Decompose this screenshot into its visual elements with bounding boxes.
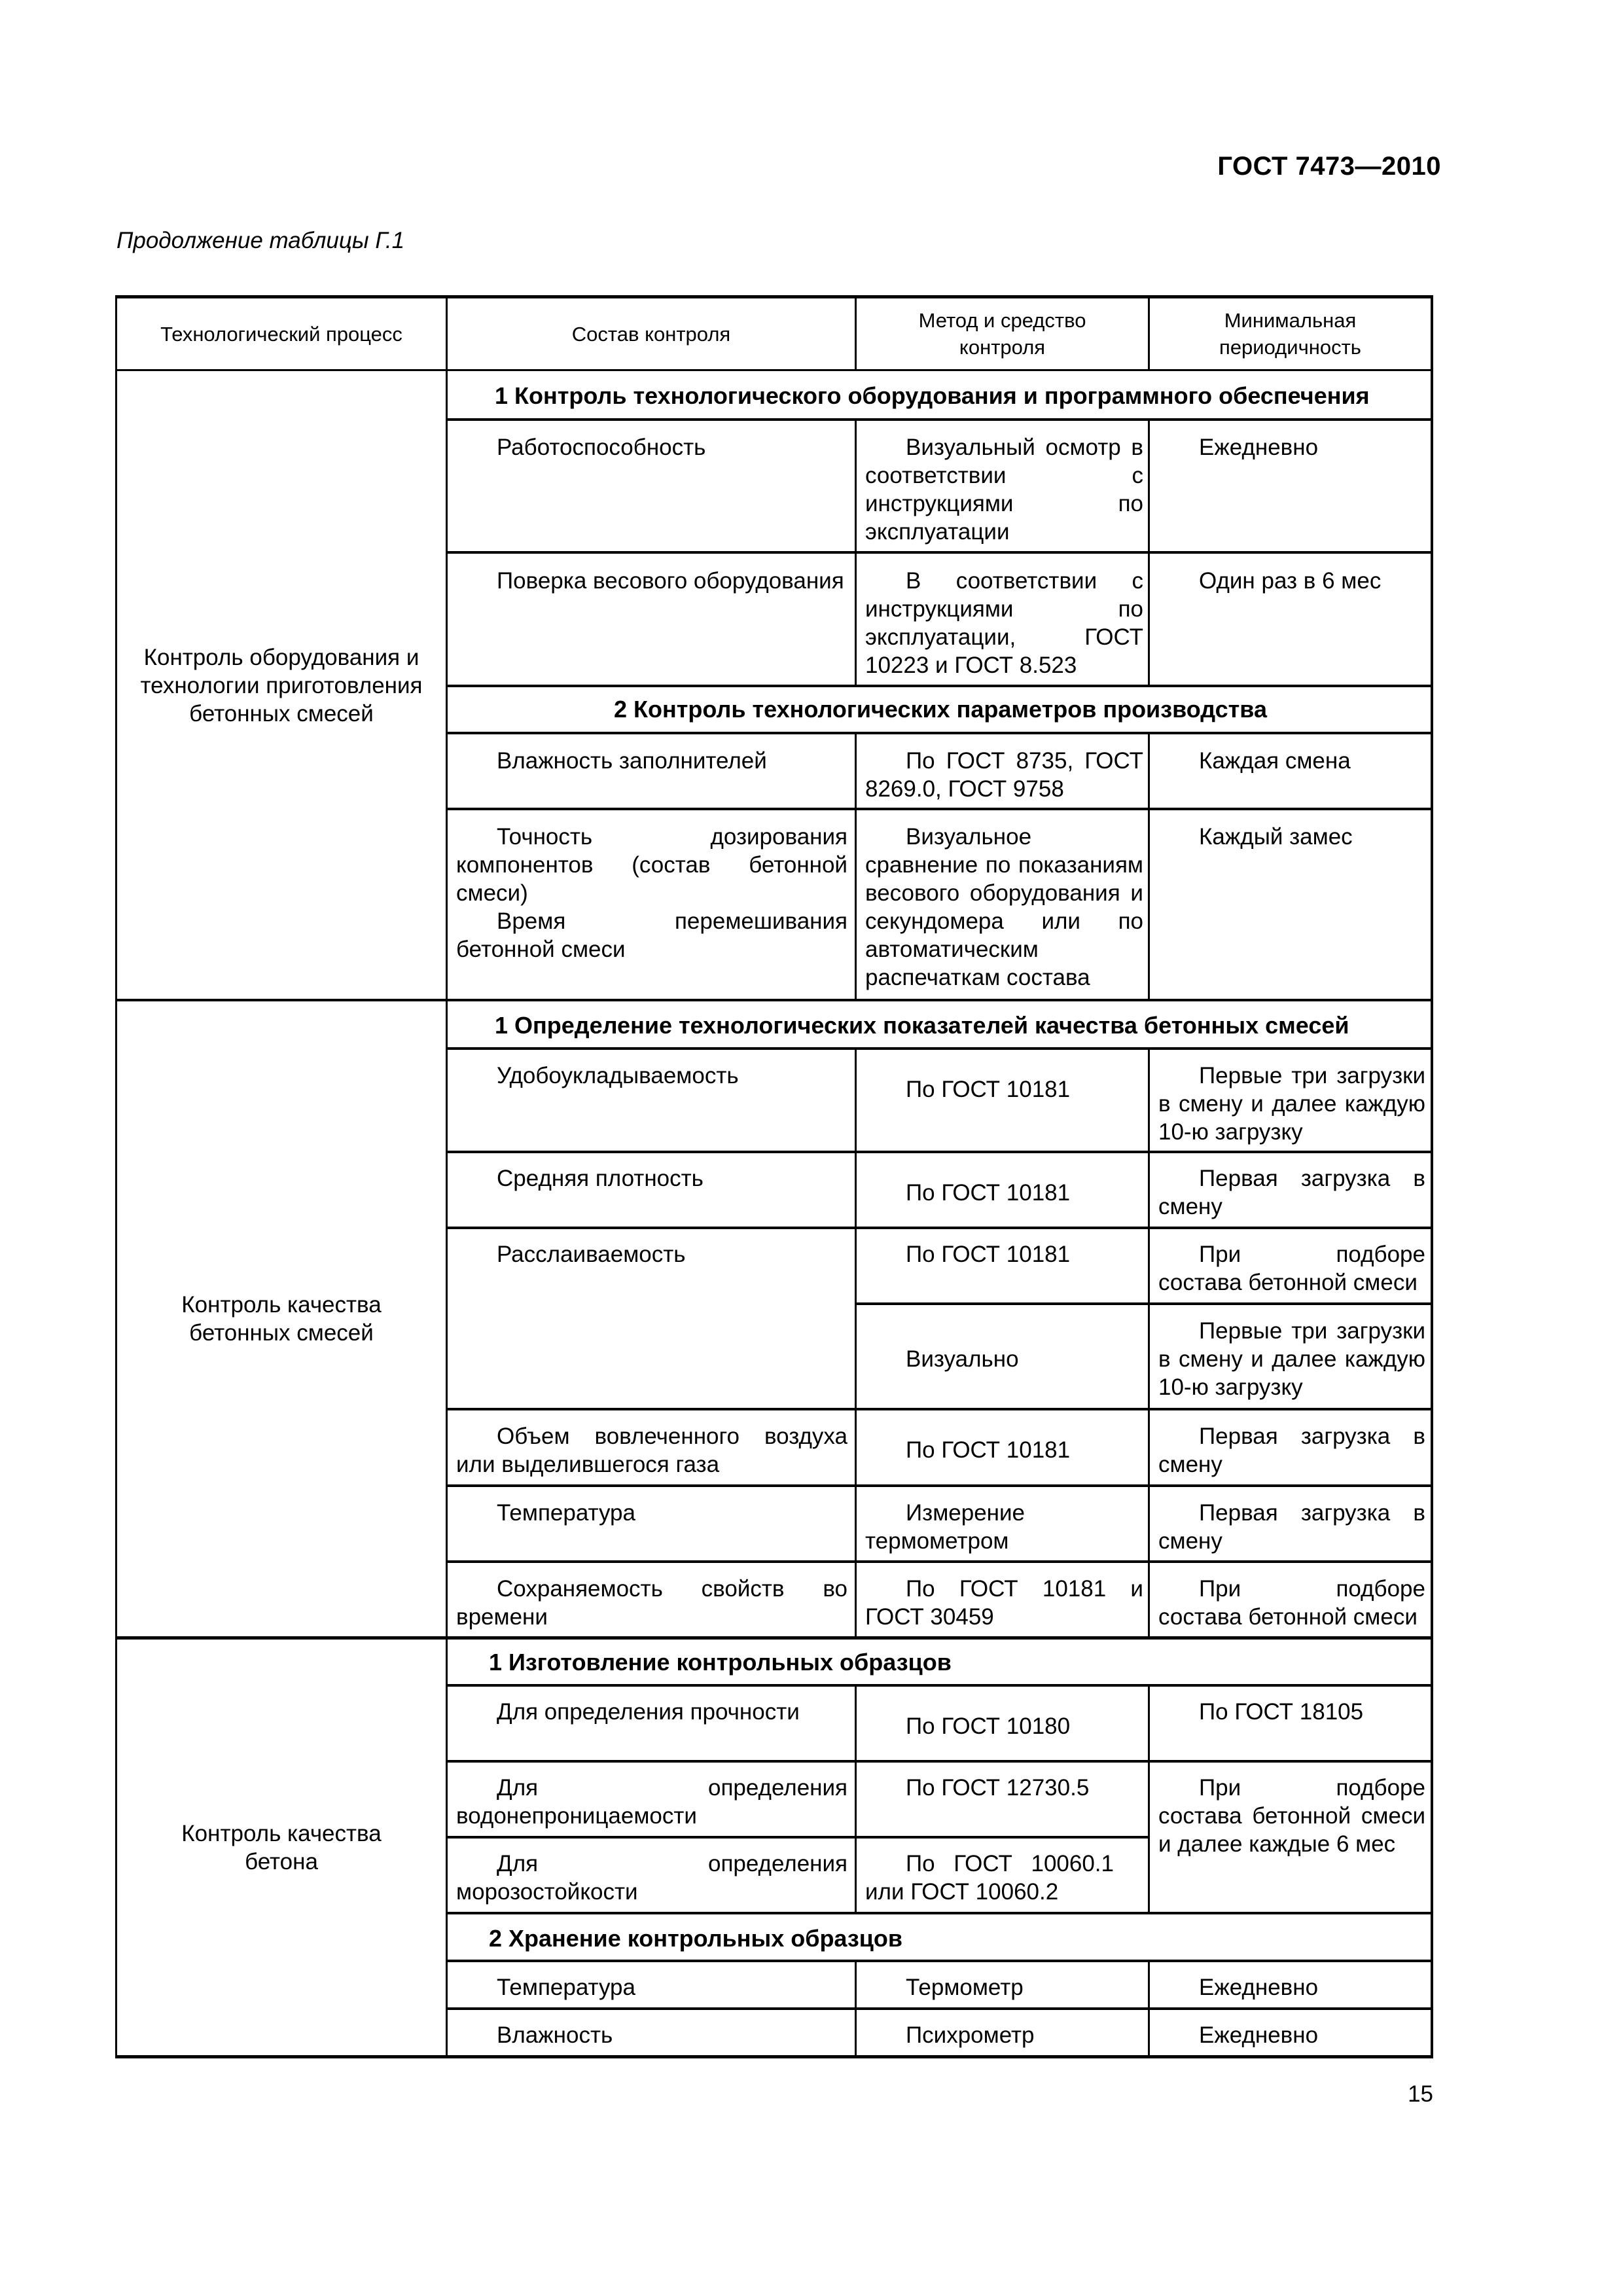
control-item: Для определения прочности xyxy=(497,1699,800,1725)
control-frequency: Каждый замес xyxy=(1199,824,1353,850)
control-frequency: Первая загрузка в смену xyxy=(1158,1500,1425,1554)
section-title: 1 Определение технологических показателей качества бетонных смесей xyxy=(495,1012,1349,1039)
header-composition: Состав контроля xyxy=(571,322,731,346)
control-method: По ГОСТ 10181 и ГОСТ 30459 xyxy=(865,1576,1143,1630)
control-method: В соответствии с инструкциями по эксплуатации, ГОСТ 10223 и ГОСТ 8.523 xyxy=(865,568,1143,678)
control-item-block xyxy=(456,823,847,963)
control-item: Расслаиваемость xyxy=(497,1242,686,1267)
control-item: Средняя плотность xyxy=(497,1166,704,1191)
control-item: Влажность xyxy=(497,2022,613,2048)
control-item: Объем вовлеченного воздуха или выделившегося газа xyxy=(456,1424,847,1477)
col-divider-1 xyxy=(446,295,448,2058)
control-method: По ГОСТ 10181 xyxy=(906,1437,1071,1463)
table-border-bottom xyxy=(115,2055,1433,2058)
section-title: 2 Контроль технологических параметров производства xyxy=(614,696,1267,723)
row-divider xyxy=(446,2007,1433,2010)
col-divider-2 xyxy=(855,1049,857,1638)
control-frequency: Ежедневно xyxy=(1199,2022,1319,2048)
control-item: Температура xyxy=(497,1500,635,1526)
control-frequency: При подборе состава бетонной смеси xyxy=(1158,1242,1425,1295)
control-method: По ГОСТ 10181 xyxy=(906,1180,1071,1206)
row-divider xyxy=(446,1047,1433,1050)
row-divider xyxy=(446,418,1433,421)
control-frequency: Первая загрузка в смену xyxy=(1158,1424,1425,1477)
row-divider xyxy=(855,1302,1433,1305)
section-title: 1 Контроль технологического оборудования и программного обеспечения xyxy=(495,382,1370,409)
row-divider xyxy=(446,1484,1433,1487)
control-method: По ГОСТ 10060.1 или ГОСТ 10060.2 xyxy=(865,1851,1114,1905)
control-frequency: Первая загрузка в смену xyxy=(1158,1166,1425,1219)
row-divider xyxy=(446,808,1433,810)
header-frequency: Минимальная периодичность xyxy=(1219,309,1361,359)
header-process: Технологический процесс xyxy=(160,322,402,346)
table-caption: Продолжение таблицы Г.1 xyxy=(116,228,405,253)
control-frequency: Ежедневно xyxy=(1199,435,1319,460)
control-method: Термометр xyxy=(906,1975,1024,2000)
col-divider-2 xyxy=(855,733,857,1001)
control-frequency: Первые три загрузки в смену и далее каждую 10-ю загрузку xyxy=(1158,1318,1425,1400)
process-concrete-quality: Контроль качества бетона xyxy=(181,1820,382,1874)
control-frequency: По ГОСТ 18105 xyxy=(1199,1699,1364,1725)
row-divider xyxy=(446,1836,1149,1839)
col-divider-3 xyxy=(1148,1049,1150,1638)
col-divider-3 xyxy=(1148,1685,1150,1914)
control-method: По ГОСТ 12730.5 xyxy=(906,1775,1090,1801)
control-item: Удобоукладываемость xyxy=(497,1063,739,1088)
control-frequency: Ежедневно xyxy=(1199,1975,1319,2000)
control-method: По ГОСТ 10181 xyxy=(906,1242,1071,1267)
control-method: По ГОСТ 10180 xyxy=(906,1713,1071,1739)
control-frequency: Один раз в 6 мес xyxy=(1199,568,1382,594)
control-item: Для определения морозостойкости xyxy=(456,1851,847,1905)
control-item: Для определения водонепроницаемости xyxy=(456,1775,847,1829)
row-divider xyxy=(446,1560,1433,1563)
control-method: Визуально xyxy=(906,1346,1019,1372)
control-method: Психрометр xyxy=(906,2022,1035,2048)
section-title: 1 Изготовление контрольных образцов xyxy=(489,1649,952,1676)
control-frequency: При подборе состава бетонной смеси и далее каждые 6 мес xyxy=(1158,1775,1425,1857)
process-equipment: Контроль оборудования и технологии приготовления бетонных смесей xyxy=(140,644,423,726)
document-code: ГОСТ 7473—2010 xyxy=(1217,152,1441,181)
row-divider xyxy=(446,1760,1433,1763)
control-item: Время перемешивания бетонной смеси xyxy=(456,908,847,962)
control-method: По ГОСТ 8735, ГОСТ 8269.0, ГОСТ 9758 xyxy=(865,748,1143,802)
control-frequency: Первые три загрузки в смену и далее каждую 10-ю загрузку xyxy=(1158,1063,1425,1145)
row-divider xyxy=(446,1151,1433,1153)
control-method: Визуальное сравнение по показаниям весового оборудования и секундомера или по автоматическим распечаткам состава xyxy=(865,824,1143,990)
row-divider xyxy=(446,1408,1433,1410)
table-border-left xyxy=(115,295,117,2058)
process-mix-quality: Контроль качества бетонных смесей xyxy=(181,1292,382,1346)
col-divider-3 xyxy=(1148,733,1150,1001)
control-frequency: Каждая смена xyxy=(1199,748,1351,774)
row-divider xyxy=(446,1227,1433,1229)
row-divider xyxy=(446,1684,1433,1687)
page-number: 15 xyxy=(1408,2081,1433,2107)
row-divider xyxy=(446,1960,1433,1962)
section-title: 2 Хранение контрольных образцов xyxy=(489,1925,903,1952)
control-item: Работоспособность xyxy=(497,435,706,460)
row-divider xyxy=(446,551,1433,554)
control-item: Сохраняемость свойств во времени xyxy=(456,1576,847,1630)
table-border-right xyxy=(1431,295,1433,2058)
control-method: По ГОСТ 10181 xyxy=(906,1077,1071,1102)
control-method: Визуальный осмотр в соответствии с инструкциями по эксплуатации xyxy=(865,435,1143,545)
control-item: Температура xyxy=(497,1975,635,2000)
control-item: Поверка весового оборудования xyxy=(497,568,844,594)
control-frequency: При подборе состава бетонной смеси xyxy=(1158,1576,1425,1630)
row-divider xyxy=(446,732,1433,734)
col-divider-2 xyxy=(855,1685,857,1914)
header-method: Метод и средство контроля xyxy=(918,309,1086,359)
row-divider xyxy=(446,685,1433,687)
control-method: Измерение термометром xyxy=(865,1500,1026,1554)
control-item: Точность дозирования компонентов (состав бетонной смеси) xyxy=(456,824,847,906)
control-item: Влажность заполнителей xyxy=(497,748,767,774)
row-divider xyxy=(446,1912,1433,1914)
